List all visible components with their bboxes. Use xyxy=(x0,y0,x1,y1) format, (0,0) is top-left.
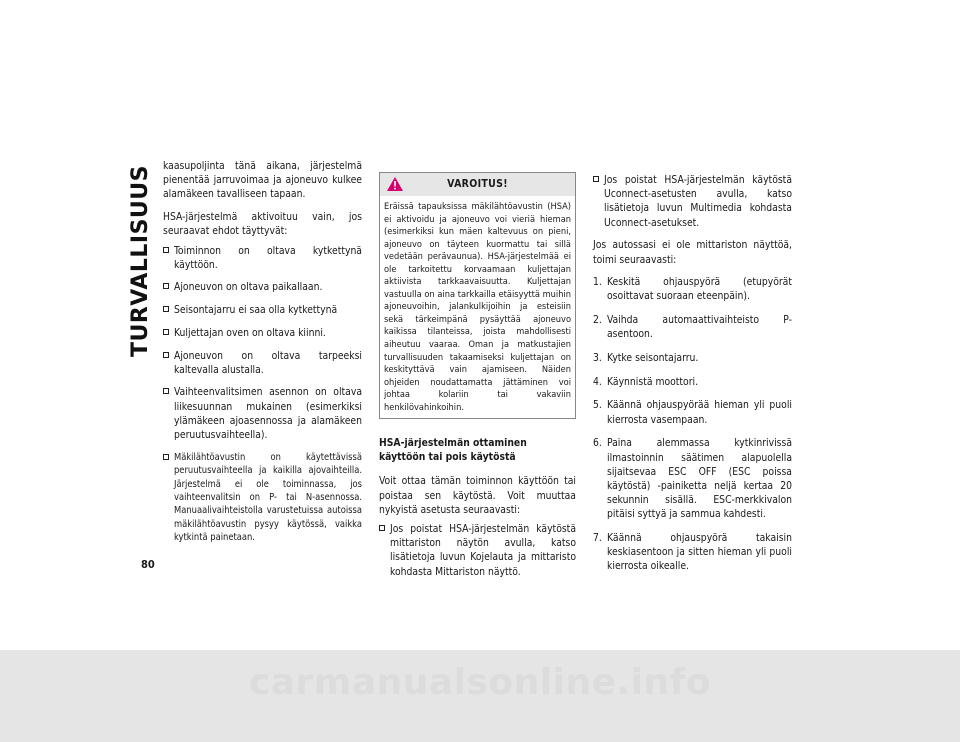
step-item: 7. Käännä ohjauspyörä takaisin keskiasentoon ja sitten hieman yli puoli kierrosta oikealle. xyxy=(593,532,792,573)
step-item: 3. Kytke seisontajarru. xyxy=(593,352,699,365)
list-item: Ajoneuvon on oltava tarpeeksi kaltevalla alustalla. xyxy=(163,349,362,377)
steps-list xyxy=(593,275,792,573)
checkbox-bullet-icon xyxy=(593,176,599,182)
list-item: Jos poistat HSA-järjestelmän käytöstä Uconnect-asetusten avulla, katso lisätietoja luvun Multimedia kohdasta Uconnect-asetukset. xyxy=(593,173,792,230)
step-item: 4. Käynnistä moottori. xyxy=(593,375,699,388)
step-item: 5. Käännä ohjauspyörää hieman yli puoli kierrosta vasempaan. xyxy=(593,399,792,426)
list-item: Jos poistat HSA-järjestelmän käytöstä mittariston näytön avulla, katso lisätietoja luvun Kojelauta ja mittaristo kohdasta Mittariston näyttö. xyxy=(379,522,576,579)
section-heading: HSA-järjestelmän ottaminen käyttöön tai pois käytöstä xyxy=(379,437,527,463)
list-item: Vaihteenvalitsimen asennon on oltava liikesuunnan mukainen (esimerkiksi ylämäkeen ajoasennossa ja alamäkeen peruutusvaihteella). xyxy=(163,385,362,442)
list-item: Toiminnon on oltava kytkettynä käyttöön. xyxy=(163,244,362,272)
page-number: 80 xyxy=(141,558,155,571)
watermark: carmanualsonline.info xyxy=(248,662,712,703)
option-list xyxy=(593,173,792,230)
paragraph: Jos autossasi ei ole mittariston näyttöä, toimi seuraavasti: xyxy=(593,239,792,266)
warning-header xyxy=(380,173,575,196)
checkbox-bullet-icon xyxy=(163,454,169,460)
warning-title: VAROITUS! xyxy=(447,178,508,190)
condition-list xyxy=(163,244,362,545)
column-1 xyxy=(163,159,362,553)
option-list xyxy=(379,522,576,579)
list-item: Kuljettajan oven on oltava kiinni. xyxy=(163,326,362,340)
warning-box xyxy=(379,172,576,419)
list-item: Mäkilähtöavustin on käytettävissä peruutusvaihteella ja kaikilla ajovaihteilla. Järjestelmä ei ole toiminnassa, jos vaihteenvalitsin on P- tai N-asennossa. Manuaalivaihteistolla varustetuissa autoissa mäkilähtöavustin pysyy käytössä, vaikka kytkintä painetaan. xyxy=(163,451,362,545)
paragraph: HSA-järjestelmä aktivoituu vain, jos seuraavat ehdot täyttyvät: xyxy=(163,211,362,238)
paragraph: Voit ottaa tämän toiminnon käyttöön tai poistaa sen käytöstä. Voit muuttaa nykyistä asetusta seuraavasti: xyxy=(379,475,576,516)
column-2 xyxy=(379,172,576,587)
warning-triangle-icon xyxy=(386,176,404,192)
step-item: 1. Keskitä ohjauspyörä (etupyörät osoittavat suoraan eteenpäin). xyxy=(593,276,792,303)
section-tab: TURVALLISUUS xyxy=(128,165,153,358)
step-item: 2. Vaihda automaattivaihteisto P-asentoon. xyxy=(593,314,792,341)
checkbox-bullet-icon xyxy=(163,329,169,335)
checkbox-bullet-icon xyxy=(163,283,169,289)
checkbox-bullet-icon xyxy=(163,306,169,312)
step-item: 6. Paina alemmassa kytkinrivissä ilmastoinnin säätimen alapuolella sijaitsevaa ESC OFF (ESC poissa käytöstä) -painiketta neljä kertaa 20 sekunnin sisällä. ESC-merkkivalon pitäisi syttyä ja sammua kahdesti. xyxy=(593,437,792,521)
checkbox-bullet-icon xyxy=(163,352,169,358)
checkbox-bullet-icon xyxy=(163,388,169,394)
list-item: Ajoneuvon on oltava paikallaan. xyxy=(163,280,362,294)
warning-text: Eräissä tapauksissa mäkilähtöavustin (HSA) ei aktivoidu ja ajoneuvo voi vieriä hieman (esimerkiksi kun mäen kaltevuus on pieni, ajoneuvo on täyteen kuormattu tai sillä vedetään perävaunua). HSA-järjestelmää ei ole tarkoitettu korvaamaan kuljettajan aktiivista tarkkaavaisuutta. Kuljettajan vastuulla on aina tarkkailla etäisyyttä muihin ajoneuvoihin, jalankulkijoihin ja esteisiin sekä tärkeimpänä pysäyttää ajoneuvo kaikissa tilanteissa, joista mahdollisesti aiheutuu vaaraa. Oman ja matkustajien turvallisuuden takaamiseksi kuljettajan on keskityttävä vain ajamiseen. Näiden ohjeiden noudattamatta jättäminen voi johtaa kolariin tai vakaviin henkilövahinkoihin. xyxy=(384,201,571,413)
paragraph: kaasupoljinta tänä aikana, järjestelmä pienentää jarruvoimaa ja ajoneuvo kulkee alamäkeen tavalliseen tapaan. xyxy=(163,160,362,201)
checkbox-bullet-icon xyxy=(379,525,385,531)
list-item: Seisontajarru ei saa olla kytkettynä xyxy=(163,303,362,317)
checkbox-bullet-icon xyxy=(163,247,169,253)
column-3 xyxy=(593,173,792,583)
